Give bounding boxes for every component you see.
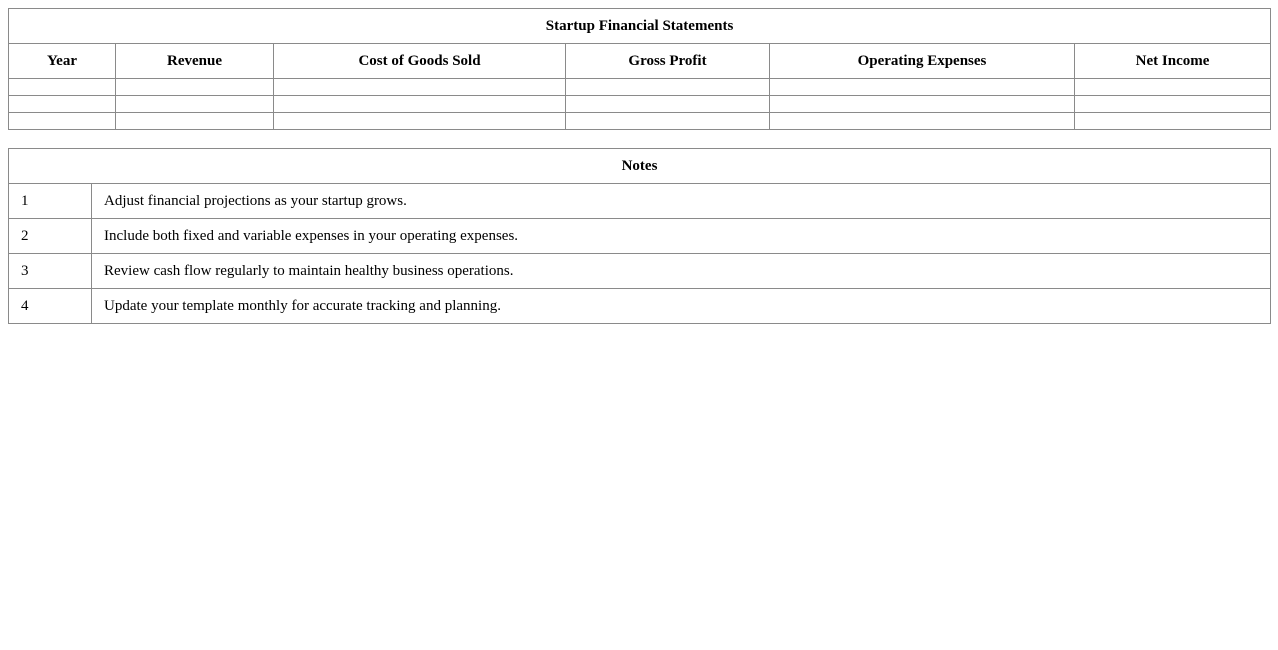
column-header-net-income: Net Income (1075, 44, 1271, 79)
note-number: 3 (9, 254, 92, 289)
table-cell[interactable] (770, 79, 1075, 96)
column-header-cost-of-goods-sold: Cost of Goods Sold (274, 44, 566, 79)
table-row (9, 113, 1271, 130)
table-cell[interactable] (566, 113, 770, 130)
table-cell[interactable] (566, 96, 770, 113)
note-text: Review cash flow regularly to maintain healthy business operations. (92, 254, 1271, 289)
table-cell[interactable] (1075, 79, 1271, 96)
note-text: Include both fixed and variable expenses in your operating expenses. (92, 219, 1271, 254)
column-header-revenue: Revenue (116, 44, 274, 79)
note-text: Update your template monthly for accurate tracking and planning. (92, 289, 1271, 324)
table-row (9, 79, 1271, 96)
note-row (9, 289, 1271, 324)
note-row (9, 219, 1271, 254)
table-cell[interactable] (274, 79, 566, 96)
note-number: 4 (9, 289, 92, 324)
table-cell[interactable] (9, 96, 116, 113)
note-row (9, 184, 1271, 219)
table-cell[interactable] (116, 96, 274, 113)
column-header-gross-profit: Gross Profit (566, 44, 770, 79)
table-row (9, 96, 1271, 113)
table-cell[interactable] (9, 113, 116, 130)
note-row (9, 254, 1271, 289)
notes-title: Notes (9, 149, 1271, 184)
table-cell[interactable] (1075, 96, 1271, 113)
note-number: 1 (9, 184, 92, 219)
table-cell[interactable] (274, 96, 566, 113)
table-cell[interactable] (770, 96, 1075, 113)
table-cell[interactable] (274, 113, 566, 130)
financial-statements-table (8, 8, 1271, 130)
table-cell[interactable] (1075, 113, 1271, 130)
table-cell[interactable] (9, 79, 116, 96)
table-cell[interactable] (566, 79, 770, 96)
table-cell[interactable] (770, 113, 1075, 130)
column-header-year: Year (9, 44, 116, 79)
header-row (9, 44, 1271, 79)
note-number: 2 (9, 219, 92, 254)
note-text: Adjust financial projections as your startup grows. (92, 184, 1271, 219)
column-header-operating-expenses: Operating Expenses (770, 44, 1075, 79)
table-cell[interactable] (116, 79, 274, 96)
table-cell[interactable] (116, 113, 274, 130)
notes-table (8, 148, 1271, 324)
financial-statements-title: Startup Financial Statements (9, 9, 1271, 44)
